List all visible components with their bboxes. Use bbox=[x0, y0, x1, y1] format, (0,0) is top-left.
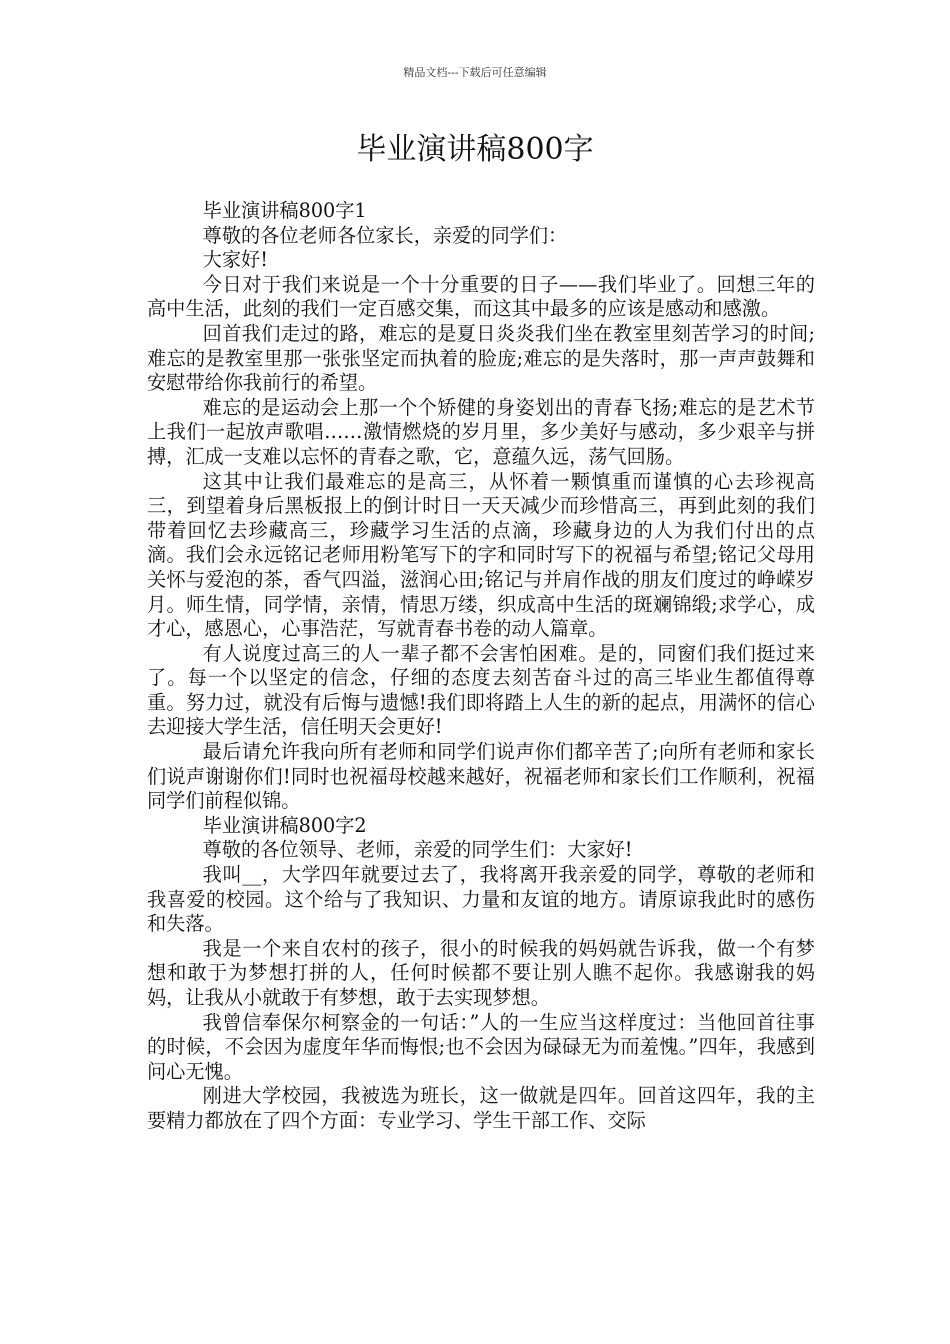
section-heading-2: 毕业演讲稿800字2 bbox=[202, 813, 367, 837]
paragraph: 这其中让我们最难忘的是高三，从怀着一颗慎重而谨慎的心去珍视高三，到望着身后黑板报上的倒计时日一天天减少而珍惜高三，再到此刻的我们带着回忆去珍藏高三，珍藏学习生活的点滴，珍藏身边的人为我们付出的点滴。我们会永远铭记老师用粉笔写下的字和同时写下的祝福与希望;铭记父母用关怀与爱泡的茶，香气四溢，滋润心田;铭记与并肩作战的朋友们度过的峥嵘岁月。师生情，同学情，亲情，情思万缕，织成高中生活的斑斓锦缎;求学心，成才心，感恩心，心事浩茫，写就青春书卷的动人篇章。 bbox=[147, 469, 815, 641]
salutation-2: 尊敬的各位领导、老师，亲爱的同学生们：大家好! bbox=[202, 838, 633, 862]
paragraph: 回首我们走过的路，难忘的是夏日炎炎我们坐在教室里刻苦学习的时间;难忘的是教室里那一张张坚定而执着的脸庞;难忘的是失落时，那一声声鼓舞和安慰带给你我前行的希望。 bbox=[147, 321, 815, 395]
paragraph: 今日对于我们来说是一个十分重要的日子——我们毕业了。回想三年的高中生活，此刻的我们一定百感交集，而这其中最多的应该是感动和感激。 bbox=[147, 272, 815, 321]
greeting-1: 大家好! bbox=[202, 248, 268, 272]
paragraph: 有人说度过高三的人一辈子都不会害怕困难。是的，同窗们我们挺过来了。每一个以坚定的信念，仔细的态度去刻苦奋斗过的高三毕业生都值得尊重。努力过，就没有后悔与遗憾!我们即将踏上人生的新的起点，用满怀的信心去迎接大学生活，信任明天会更好! bbox=[147, 641, 815, 739]
paragraph: 难忘的是运动会上那一个个矫健的身姿划出的青春飞扬;难忘的是艺术节上我们一起放声歌唱……激情燃烧的岁月里，多少美好与感动，多少艰辛与拼搏，汇成一支难以忘怀的青春之歌，它，意蕴久远，荡气回肠。 bbox=[147, 395, 815, 468]
header-note: 精品文档---下载后可任意编辑 bbox=[403, 66, 547, 79]
section-heading-1: 毕业演讲稿800字1 bbox=[202, 199, 367, 222]
salutation-1: 尊敬的各位老师各位家长，亲爱的同学们： bbox=[202, 223, 568, 247]
paragraph: 我曾信奉保尔柯察金的一句话：”人的一生应当这样度过：当他回首往事的时候，不会因为虚度年华而悔恨;也不会因为碌碌无为而羞愧。”四年，我感到问心无愧。 bbox=[147, 1010, 815, 1083]
paragraph: 我叫__，大学四年就要过去了，我将离开我亲爱的同学，尊敬的老师和我喜爱的校园。这个给与了我知识、力量和友谊的地方。请原谅我此时的感伤和失落。 bbox=[147, 863, 815, 936]
paragraph: 刚进大学校园，我被选为班长，这一做就是四年。回首这四年，我的主要精力都放在了四个方面：专业学习、学生干部工作、交际 bbox=[147, 1084, 815, 1132]
document-title: 毕业演讲稿800字 bbox=[356, 132, 594, 167]
paragraph: 最后请允许我向所有老师和同学们说声你们都辛苦了;向所有老师和家长们说声谢谢你们!同时也祝福母校越来越好，祝福老师和家长们工作顺利，祝福同学们前程似锦。 bbox=[147, 740, 815, 813]
document-body bbox=[147, 199, 815, 1134]
paragraph: 我是一个来自农村的孩子，很小的时候我的妈妈就告诉我，做一个有梦想和敢于为梦想打拼的人，任何时候都不要让别人瞧不起你。我感谢我的妈妈，让我从小就敢于有梦想，敢于去实现梦想。 bbox=[147, 936, 815, 1009]
